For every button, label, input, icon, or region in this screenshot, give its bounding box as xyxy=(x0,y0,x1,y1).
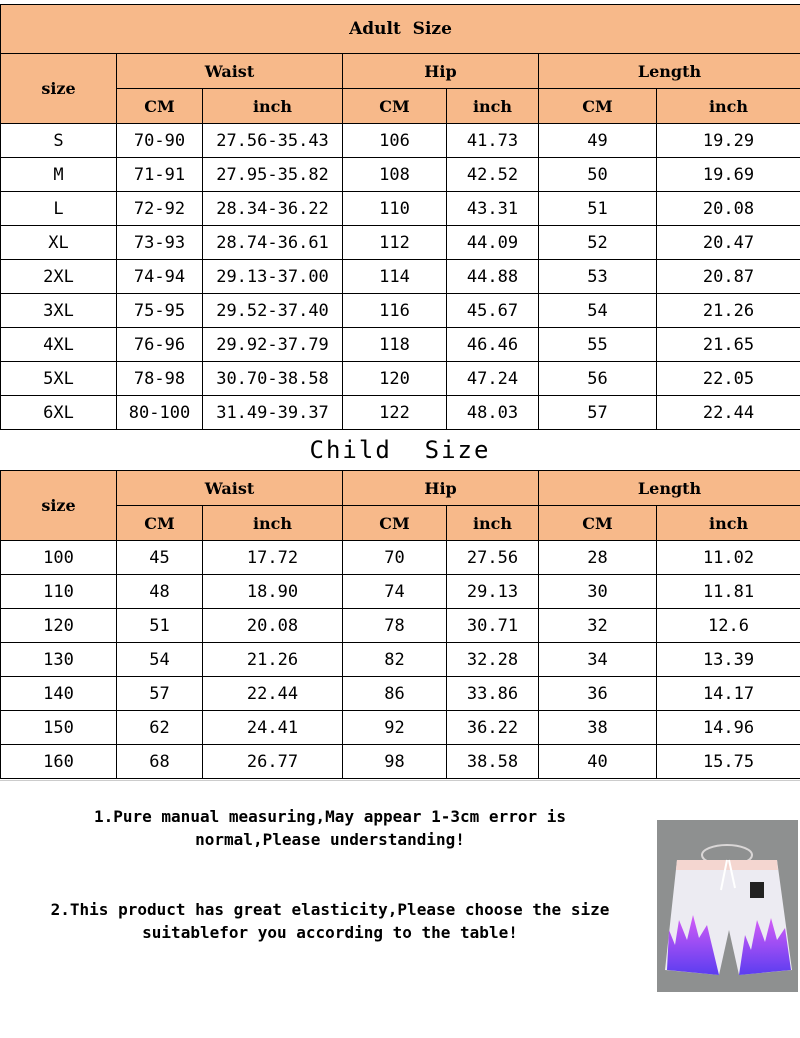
length-cm-cell: 34 xyxy=(539,643,657,677)
waist-cm-cell: 75-95 xyxy=(117,294,203,328)
length-cm-cell: 52 xyxy=(539,226,657,260)
waist-inch-cell: 26.77 xyxy=(203,745,343,779)
table-row xyxy=(1,226,800,260)
hip-inch-cell: 42.52 xyxy=(447,158,539,192)
length-cm-cell: 28 xyxy=(539,541,657,575)
note-measuring xyxy=(0,805,660,851)
note-elasticity xyxy=(0,898,660,944)
note-line: 2.This product has great elasticity,Please choose the size xyxy=(0,898,660,921)
hip-cm-cell: 114 xyxy=(343,260,447,294)
size-cell: L xyxy=(1,192,117,226)
waist-cm-cell: 70-90 xyxy=(117,124,203,158)
hip-inch-cell: 46.46 xyxy=(447,328,539,362)
hip-cm-cell: 92 xyxy=(343,711,447,745)
hip-cm-cell: 74 xyxy=(343,575,447,609)
waist-cm-cell: 68 xyxy=(117,745,203,779)
table-row xyxy=(1,541,800,575)
size-cell: 100 xyxy=(1,541,117,575)
waist-cm-cell: 62 xyxy=(117,711,203,745)
size-cell: 160 xyxy=(1,745,117,779)
length-inch-cell: 20.08 xyxy=(657,192,800,226)
waist-cm-cell: 71-91 xyxy=(117,158,203,192)
length-inch-cell: 12.6 xyxy=(657,609,800,643)
size-column-header: size xyxy=(1,54,117,124)
length-inch-cell: 20.47 xyxy=(657,226,800,260)
table-row xyxy=(1,158,800,192)
waist-inch-header: inch xyxy=(203,89,343,124)
length-inch-cell: 14.96 xyxy=(657,711,800,745)
hip-cm-cell: 112 xyxy=(343,226,447,260)
size-column-header: size xyxy=(1,471,117,541)
hip-inch-header: inch xyxy=(447,89,539,124)
length-inch-cell: 14.17 xyxy=(657,677,800,711)
hip-inch-cell: 32.28 xyxy=(447,643,539,677)
size-cell: 3XL xyxy=(1,294,117,328)
hip-cm-cell: 122 xyxy=(343,396,447,430)
size-cell: S xyxy=(1,124,117,158)
adult-size-table xyxy=(0,4,800,430)
waist-cm-cell: 73-93 xyxy=(117,226,203,260)
hip-header: Hip xyxy=(343,471,539,506)
hip-cm-cell: 116 xyxy=(343,294,447,328)
waist-cm-cell: 78-98 xyxy=(117,362,203,396)
hip-inch-cell: 33.86 xyxy=(447,677,539,711)
hip-cm-cell: 98 xyxy=(343,745,447,779)
waist-inch-cell: 30.70-38.58 xyxy=(203,362,343,396)
waist-inch-cell: 29.13-37.00 xyxy=(203,260,343,294)
waist-cm-cell: 76-96 xyxy=(117,328,203,362)
waist-cm-cell: 45 xyxy=(117,541,203,575)
table-row xyxy=(1,294,800,328)
table-row xyxy=(1,260,800,294)
waist-header: Waist xyxy=(117,54,343,89)
hip-header: Hip xyxy=(343,54,539,89)
table-row xyxy=(1,745,800,779)
size-cell: 120 xyxy=(1,609,117,643)
waist-cm-cell: 80-100 xyxy=(117,396,203,430)
hip-cm-cell: 82 xyxy=(343,643,447,677)
table-row xyxy=(1,192,800,226)
waist-cm-header: CM xyxy=(117,506,203,541)
waist-inch-cell: 17.72 xyxy=(203,541,343,575)
hip-inch-cell: 27.56 xyxy=(447,541,539,575)
length-cm-cell: 56 xyxy=(539,362,657,396)
size-cell: 6XL xyxy=(1,396,117,430)
waist-cm-cell: 54 xyxy=(117,643,203,677)
waist-inch-cell: 21.26 xyxy=(203,643,343,677)
waist-inch-cell: 29.92-37.79 xyxy=(203,328,343,362)
child-size-title: Child Size xyxy=(0,430,800,470)
waist-inch-cell: 28.34-36.22 xyxy=(203,192,343,226)
length-cm-cell: 32 xyxy=(539,609,657,643)
adult-size-title: Adult Size xyxy=(1,5,800,54)
length-cm-cell: 40 xyxy=(539,745,657,779)
hip-cm-header: CM xyxy=(343,89,447,124)
size-cell: 110 xyxy=(1,575,117,609)
size-cell: 2XL xyxy=(1,260,117,294)
length-cm-cell: 53 xyxy=(539,260,657,294)
hip-cm-cell: 110 xyxy=(343,192,447,226)
waist-cm-cell: 57 xyxy=(117,677,203,711)
hip-cm-cell: 106 xyxy=(343,124,447,158)
table-row xyxy=(1,328,800,362)
length-inch-cell: 22.05 xyxy=(657,362,800,396)
length-cm-cell: 54 xyxy=(539,294,657,328)
hip-inch-cell: 36.22 xyxy=(447,711,539,745)
length-inch-cell: 19.69 xyxy=(657,158,800,192)
shorts-illustration xyxy=(657,820,798,992)
size-cell: 5XL xyxy=(1,362,117,396)
length-cm-cell: 51 xyxy=(539,192,657,226)
note-line: normal,Please understanding! xyxy=(0,828,660,851)
hip-inch-cell: 47.24 xyxy=(447,362,539,396)
length-cm-header: CM xyxy=(539,506,657,541)
length-inch-header: inch xyxy=(657,89,800,124)
note-line: suitablefor you according to the table! xyxy=(0,921,660,944)
waist-inch-header: inch xyxy=(203,506,343,541)
child-size-table xyxy=(0,470,800,779)
length-inch-cell: 22.44 xyxy=(657,396,800,430)
length-header: Length xyxy=(539,54,800,89)
hip-cm-cell: 120 xyxy=(343,362,447,396)
table-row xyxy=(1,609,800,643)
waist-cm-cell: 51 xyxy=(117,609,203,643)
table-row xyxy=(1,575,800,609)
waist-cm-header: CM xyxy=(117,89,203,124)
length-cm-header: CM xyxy=(539,89,657,124)
length-cm-cell: 49 xyxy=(539,124,657,158)
table-row xyxy=(1,711,800,745)
length-inch-header: inch xyxy=(657,506,800,541)
length-inch-cell: 21.65 xyxy=(657,328,800,362)
hip-inch-cell: 41.73 xyxy=(447,124,539,158)
length-cm-cell: 38 xyxy=(539,711,657,745)
hip-cm-cell: 118 xyxy=(343,328,447,362)
hip-inch-cell: 30.71 xyxy=(447,609,539,643)
hip-inch-cell: 48.03 xyxy=(447,396,539,430)
length-cm-cell: 30 xyxy=(539,575,657,609)
length-header: Length xyxy=(539,471,800,506)
hip-inch-cell: 44.88 xyxy=(447,260,539,294)
hip-inch-cell: 43.31 xyxy=(447,192,539,226)
hip-inch-cell: 44.09 xyxy=(447,226,539,260)
length-inch-cell: 19.29 xyxy=(657,124,800,158)
waist-cm-cell: 72-92 xyxy=(117,192,203,226)
hip-cm-cell: 78 xyxy=(343,609,447,643)
size-cell: 150 xyxy=(1,711,117,745)
length-inch-cell: 11.02 xyxy=(657,541,800,575)
hip-inch-cell: 45.67 xyxy=(447,294,539,328)
waist-inch-cell: 28.74-36.61 xyxy=(203,226,343,260)
waist-inch-cell: 20.08 xyxy=(203,609,343,643)
size-cell: 130 xyxy=(1,643,117,677)
product-image xyxy=(657,820,798,992)
waist-inch-cell: 27.56-35.43 xyxy=(203,124,343,158)
waist-inch-cell: 24.41 xyxy=(203,711,343,745)
waist-inch-cell: 18.90 xyxy=(203,575,343,609)
table-row xyxy=(1,124,800,158)
table-row xyxy=(1,677,800,711)
waist-cm-cell: 74-94 xyxy=(117,260,203,294)
length-inch-cell: 15.75 xyxy=(657,745,800,779)
length-inch-cell: 20.87 xyxy=(657,260,800,294)
waist-inch-cell: 27.95-35.82 xyxy=(203,158,343,192)
length-inch-cell: 11.81 xyxy=(657,575,800,609)
size-cell: M xyxy=(1,158,117,192)
hip-inch-header: inch xyxy=(447,506,539,541)
hip-cm-header: CM xyxy=(343,506,447,541)
size-cell: XL xyxy=(1,226,117,260)
length-cm-cell: 57 xyxy=(539,396,657,430)
size-cell: 4XL xyxy=(1,328,117,362)
table-row xyxy=(1,396,800,430)
hip-cm-cell: 86 xyxy=(343,677,447,711)
waist-inch-cell: 22.44 xyxy=(203,677,343,711)
length-cm-cell: 50 xyxy=(539,158,657,192)
hip-inch-cell: 29.13 xyxy=(447,575,539,609)
waist-header: Waist xyxy=(117,471,343,506)
hip-cm-cell: 70 xyxy=(343,541,447,575)
waist-inch-cell: 29.52-37.40 xyxy=(203,294,343,328)
table-row xyxy=(1,362,800,396)
note-line: 1.Pure manual measuring,May appear 1-3cm error is xyxy=(0,805,660,828)
length-inch-cell: 13.39 xyxy=(657,643,800,677)
length-cm-cell: 55 xyxy=(539,328,657,362)
length-inch-cell: 21.26 xyxy=(657,294,800,328)
length-cm-cell: 36 xyxy=(539,677,657,711)
waist-cm-cell: 48 xyxy=(117,575,203,609)
hip-inch-cell: 38.58 xyxy=(447,745,539,779)
waist-inch-cell: 31.49-39.37 xyxy=(203,396,343,430)
table-row xyxy=(1,643,800,677)
hip-cm-cell: 108 xyxy=(343,158,447,192)
size-cell: 140 xyxy=(1,677,117,711)
